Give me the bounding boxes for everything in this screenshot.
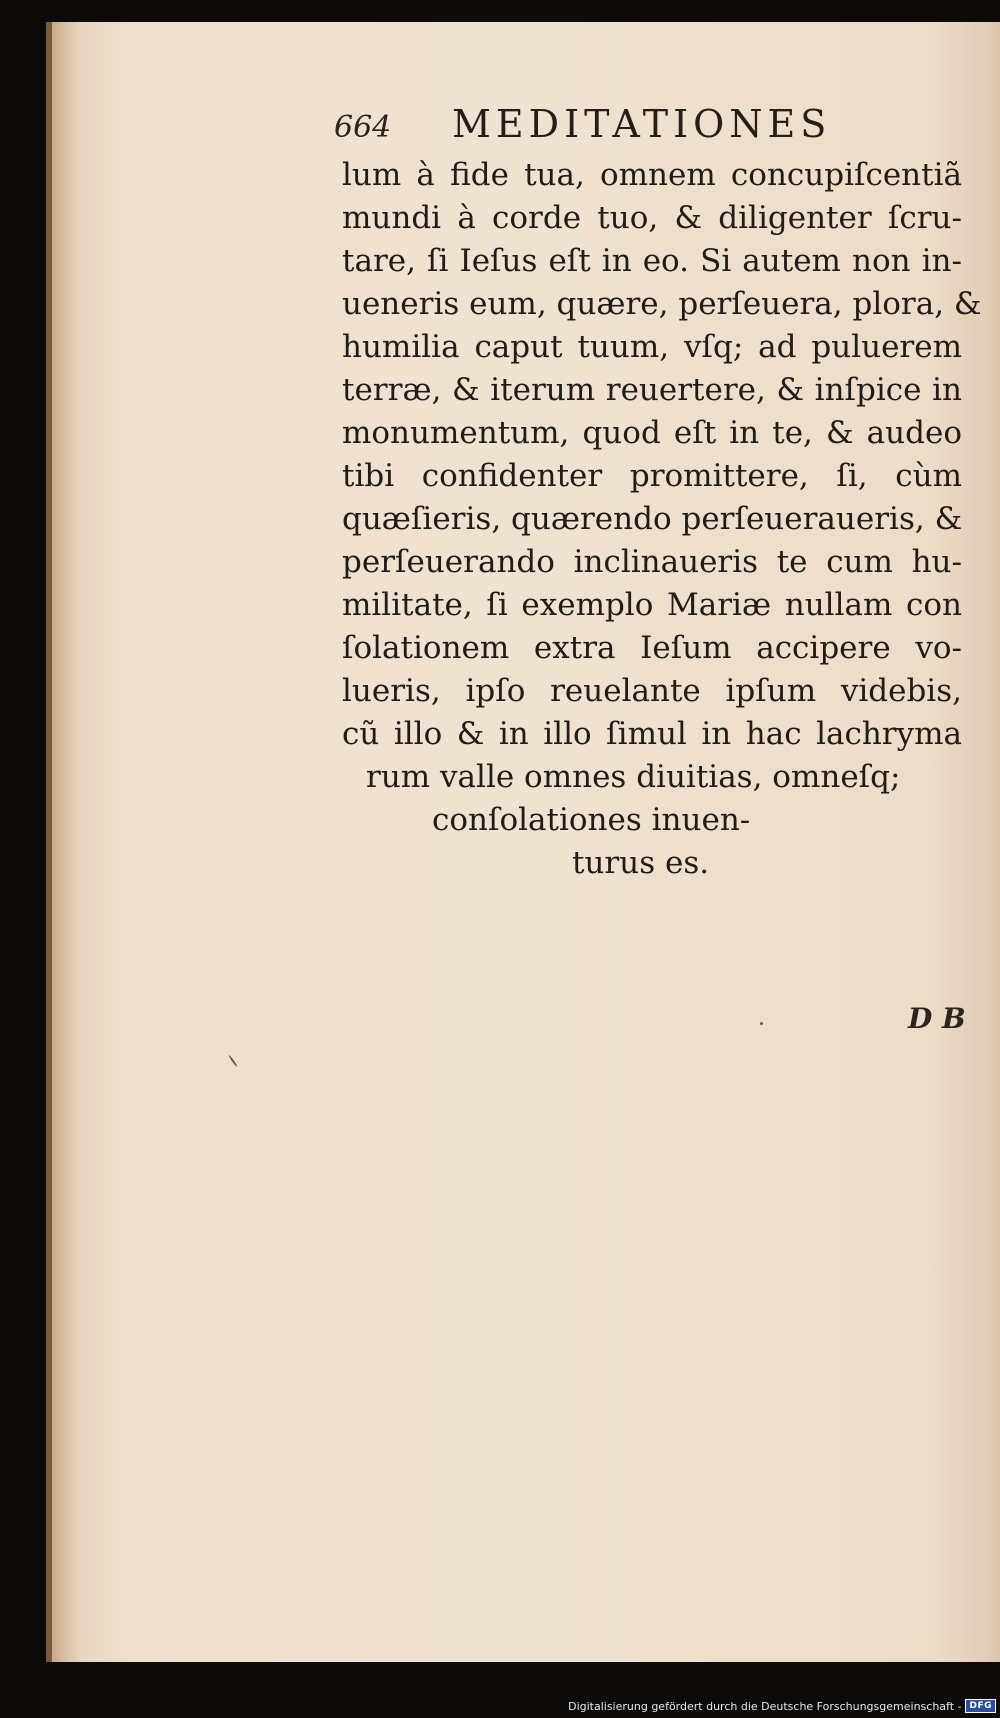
body-text (342, 154, 982, 885)
text-line: quæſieris, quærendo perſeueraueris, & (342, 501, 963, 537)
text-line: perſeuerando inclinaueris te cum hu- (342, 544, 962, 580)
text-line: terræ, & iterum reuertere, & inſpice in (342, 372, 962, 408)
running-title: MEDITATIONES (452, 102, 832, 146)
text-line: lueris, ipſo reuelante ipſum videbis, (342, 673, 962, 709)
text-line: lum à fide tua, omnem concupiſcentiã (342, 157, 962, 193)
dfg-logo: DFG (965, 1699, 996, 1713)
text-line: cũ illo & in illo ſimul in hac lachryma (342, 716, 962, 752)
text-line: turus es. (572, 845, 710, 881)
text-line: tibi confidenter promittere, ſi, cùm (342, 458, 962, 494)
catchword: D B (908, 1002, 966, 1035)
text-line: mundi à corde tuo, & diligenter ſcru- (342, 200, 962, 236)
text-line: tare, ſi Ieſus eſt in eo. Si autem non in- (342, 243, 962, 279)
digitization-credit (568, 1698, 996, 1714)
page-header (334, 94, 934, 150)
text-line: humilia caput tuum, vſq; ad puluerem (342, 329, 962, 365)
scanned-page (22, 22, 1000, 1662)
text-line: ueneris eum, quære, perſeuera, plora, & (342, 286, 982, 322)
page-number: 664 (334, 110, 392, 145)
credit-text: Digitalisierung gefördert durch die Deutsche Forschungsgemeinschaft - (568, 1699, 962, 1713)
text-line: rum valle omnes diuitias, omneſq; (366, 759, 901, 795)
text-line: militate, ſi exemplo Mariæ nullam con (342, 587, 962, 623)
text-line: monumentum, quod eſt in te, & audeo (342, 415, 962, 451)
text-line: conſolationes inuen- (432, 802, 751, 838)
text-line: ſolationem extra Ieſum accipere vo- (342, 630, 962, 666)
